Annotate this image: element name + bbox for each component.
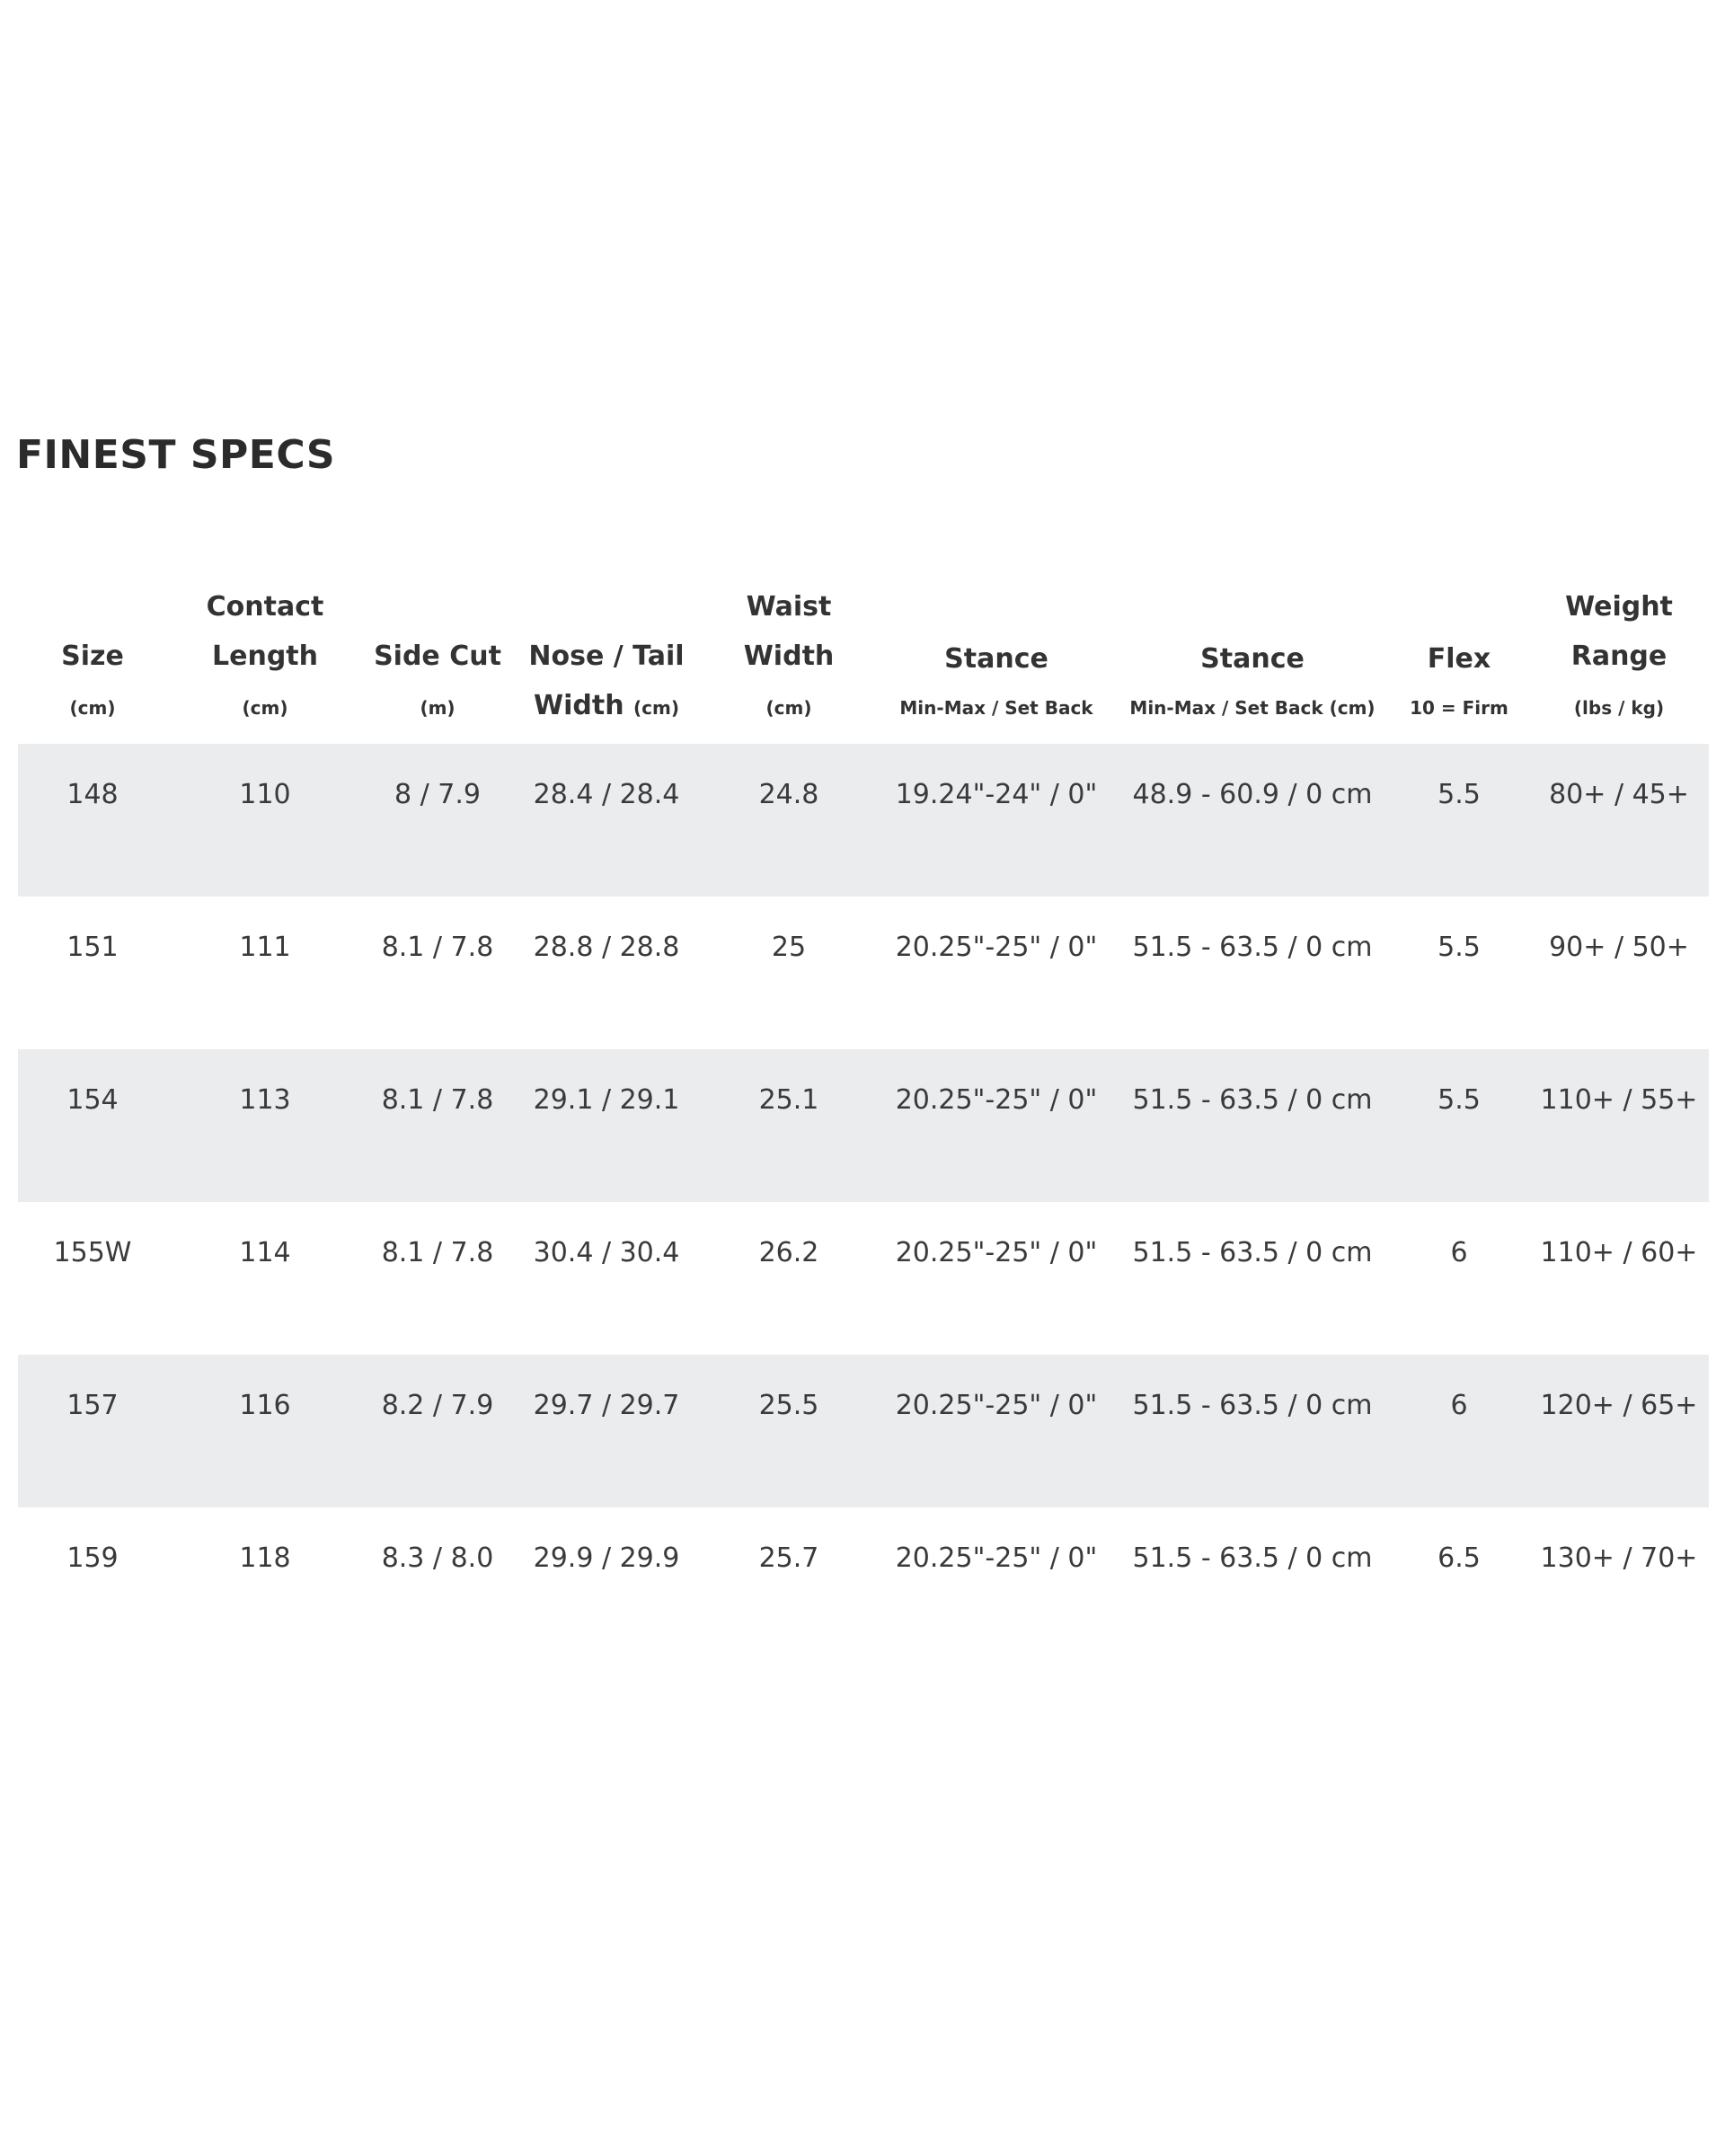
table-cell: 20.25"-25" / 0" <box>895 1542 1098 1574</box>
table-cell: 5.5 <box>1389 744 1529 897</box>
table-row <box>18 897 1709 1049</box>
table-cell: 8 / 7.9 <box>363 744 512 897</box>
table-cell: 5.5 <box>1438 932 1481 963</box>
table-cell: 114 <box>239 1237 291 1268</box>
column-header-side-cut <box>363 539 512 744</box>
specs-table <box>18 539 1709 1660</box>
column-header-unit: (cm) <box>765 697 812 719</box>
column-header-unit: 10 = Firm <box>1410 697 1508 719</box>
table-cell: 29.1 / 29.1 <box>512 1049 701 1202</box>
table-cell: 155W <box>53 1237 132 1268</box>
table-cell: 51.5 - 63.5 / 0 cm <box>1132 1237 1373 1268</box>
column-header-label: Flex <box>1427 643 1491 675</box>
table-cell: 51.5 - 63.5 / 0 cm <box>1132 1542 1373 1574</box>
column-header-label: Side Cut <box>374 641 501 672</box>
table-row <box>18 1049 1709 1202</box>
table-cell: 6 <box>1389 1355 1529 1507</box>
table-cell: 110 <box>167 744 363 897</box>
table-cell: 90+ / 50+ <box>1549 932 1689 963</box>
table-cell: 51.5 - 63.5 / 0 cm <box>1116 1355 1389 1507</box>
table-cell: 51.5 - 63.5 / 0 cm <box>1132 932 1373 963</box>
table-cell: 148 <box>18 744 167 897</box>
table-cell: 25.7 <box>758 1542 819 1574</box>
table-cell: 19.24"-24" / 0" <box>877 744 1116 897</box>
table-cell: 6.5 <box>1438 1542 1481 1574</box>
column-header-label: Nose / Tail Width <box>528 641 685 721</box>
column-header-unit: (m) <box>420 697 456 719</box>
table-cell: 6 <box>1450 1237 1468 1268</box>
column-header-stance-cm <box>1116 539 1389 744</box>
column-header-label: Weight Range <box>1565 591 1673 672</box>
table-cell: 30.4 / 30.4 <box>533 1237 680 1268</box>
column-header-unit: Min-Max / Set Back (cm) <box>1129 697 1376 719</box>
table-cell: 25.5 <box>701 1355 877 1507</box>
column-header-unit: Min-Max / Set Back <box>899 697 1093 719</box>
table-cell: 8.3 / 8.0 <box>381 1542 494 1574</box>
page-title: FINEST SPECS <box>16 432 336 478</box>
column-header-waist-width <box>701 539 877 744</box>
column-header-label: Stance <box>944 643 1048 675</box>
table-cell: 20.25"-25" / 0" <box>895 932 1098 963</box>
column-header-label: Waist Width <box>743 591 835 672</box>
column-header-label: Contact Length <box>206 591 324 672</box>
table-cell: 110+ / 55+ <box>1529 1049 1709 1202</box>
column-header-size <box>18 539 167 744</box>
table-cell: 20.25"-25" / 0" <box>877 1355 1116 1507</box>
column-header-label: Size <box>61 641 124 672</box>
table-row <box>18 1507 1709 1660</box>
table-cell: 28.4 / 28.4 <box>512 744 701 897</box>
table-cell: 151 <box>66 932 119 963</box>
column-header-flex <box>1389 539 1529 744</box>
table-row <box>18 744 1709 897</box>
column-header-label: Stance <box>1200 643 1305 675</box>
table-cell: 8.1 / 7.8 <box>381 1237 494 1268</box>
column-header-unit: (cm) <box>242 697 288 719</box>
table-cell: 120+ / 65+ <box>1529 1355 1709 1507</box>
table-cell: 20.25"-25" / 0" <box>895 1237 1098 1268</box>
table-cell: 51.5 - 63.5 / 0 cm <box>1116 1049 1389 1202</box>
table-cell: 111 <box>239 932 291 963</box>
table-cell: 130+ / 70+ <box>1540 1542 1698 1574</box>
column-header-weight-range <box>1529 539 1709 744</box>
table-cell: 110+ / 60+ <box>1540 1237 1698 1268</box>
table-cell: 29.9 / 29.9 <box>533 1542 680 1574</box>
table-cell: 8.2 / 7.9 <box>363 1355 512 1507</box>
column-header-contact-length <box>167 539 363 744</box>
column-header-unit: (cm) <box>69 697 116 719</box>
table-cell: 20.25"-25" / 0" <box>877 1049 1116 1202</box>
table-cell: 154 <box>18 1049 167 1202</box>
table-cell: 159 <box>66 1542 119 1574</box>
table-row <box>18 1355 1709 1507</box>
table-cell: 28.8 / 28.8 <box>533 932 680 963</box>
table-cell: 157 <box>18 1355 167 1507</box>
table-cell: 5.5 <box>1389 1049 1529 1202</box>
table-cell: 24.8 <box>701 744 877 897</box>
table-cell: 116 <box>167 1355 363 1507</box>
table-cell: 48.9 - 60.9 / 0 cm <box>1116 744 1389 897</box>
table-cell: 25.1 <box>701 1049 877 1202</box>
table-cell: 80+ / 45+ <box>1529 744 1709 897</box>
table-cell: 113 <box>167 1049 363 1202</box>
column-header-unit: (lbs / kg) <box>1573 697 1665 719</box>
table-cell: 8.1 / 7.8 <box>363 1049 512 1202</box>
table-cell: 8.1 / 7.8 <box>381 932 494 963</box>
table-cell: 26.2 <box>758 1237 819 1268</box>
table-cell: 25 <box>771 932 807 963</box>
table-cell: 118 <box>239 1542 291 1574</box>
column-header-stance-inches <box>877 539 1116 744</box>
column-header-nose-tail-width <box>512 539 701 744</box>
table-row <box>18 1202 1709 1355</box>
column-header-unit: (cm) <box>633 697 679 719</box>
table-cell: 29.7 / 29.7 <box>512 1355 701 1507</box>
header-row <box>18 539 1709 744</box>
